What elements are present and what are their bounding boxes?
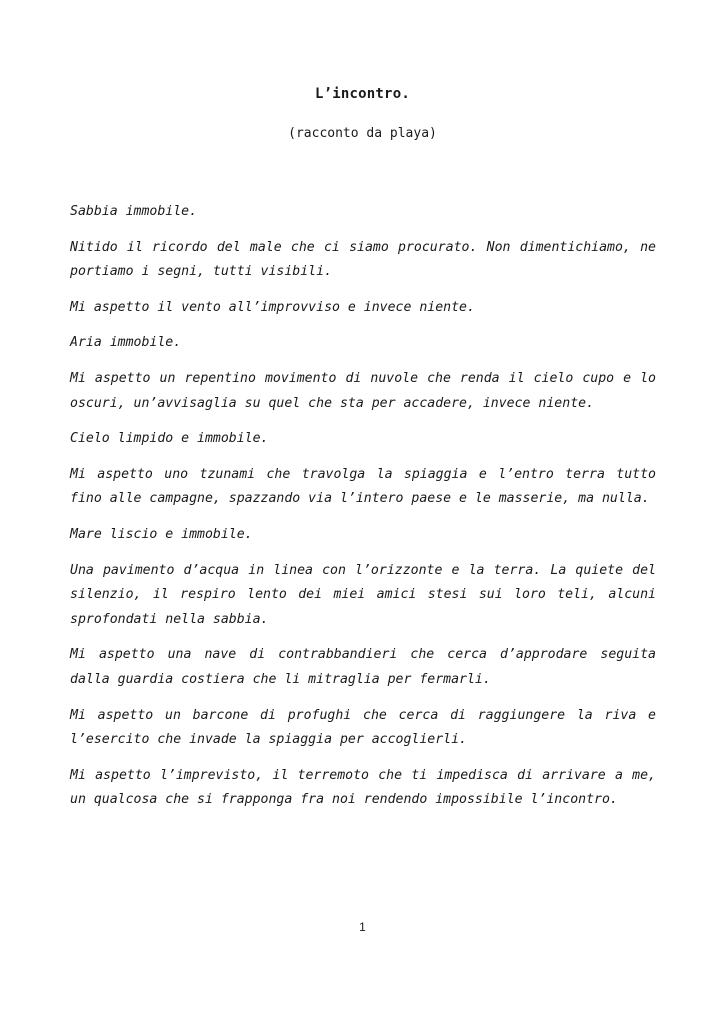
document-body — [70, 200, 656, 824]
paragraph: Mi aspetto il vento all’improvviso e invece niente. — [70, 299, 475, 315]
paragraph: Aria immobile. — [70, 335, 182, 351]
paragraph: Mi aspetto un repentino movimento di nuvole che renda il cielo cupo e lo oscuri, un’avvisaglia su quel che sta per accadere, invece niente. — [70, 370, 656, 411]
paragraph: Cielo limpido e immobile. — [70, 431, 269, 447]
document-title: L’incontro. — [315, 86, 410, 102]
paragraph: Mi aspetto uno tzunami che travolga la spiaggia e l’entro terra tutto fino alle campagne, spazzando via l’intero paese e le masserie, ma nulla. — [70, 466, 656, 507]
paragraph: Mi aspetto una nave di contrabbandieri che cerca d’approdare seguita dalla guardia costiera che li mitraglia per fermarli. — [70, 647, 656, 687]
paragraph: Una pavimento d’acqua in linea con l’orizzonte e la terra. La quiete del silenzio, il respiro lento dei miei amici stesi sui loro teli, alcuni sprofondati nella sabbia. — [70, 562, 656, 627]
paragraph: Mare liscio e immobile. — [70, 526, 253, 542]
paragraph: Sabbia immobile. — [70, 204, 198, 219]
paragraph: Mi aspetto un barcone di profughi che cerca di raggiungere la riva e l’esercito che invade la spiaggia per accoglierli. — [70, 707, 656, 748]
paragraph: Mi aspetto l’imprevisto, il terremoto che ti impedisca di arrivare a me, un qualcosa che si frapponga fra noi rendendo impossibile l’incontro. — [70, 767, 656, 808]
document-subtitle: (racconto da playa) — [288, 126, 437, 141]
page-number: 1 — [359, 920, 366, 934]
paragraph: Nitido il ricordo del male che ci siamo procurato. Non dimentichiamo, ne portiamo i segni, tutti visibili. — [70, 239, 656, 280]
